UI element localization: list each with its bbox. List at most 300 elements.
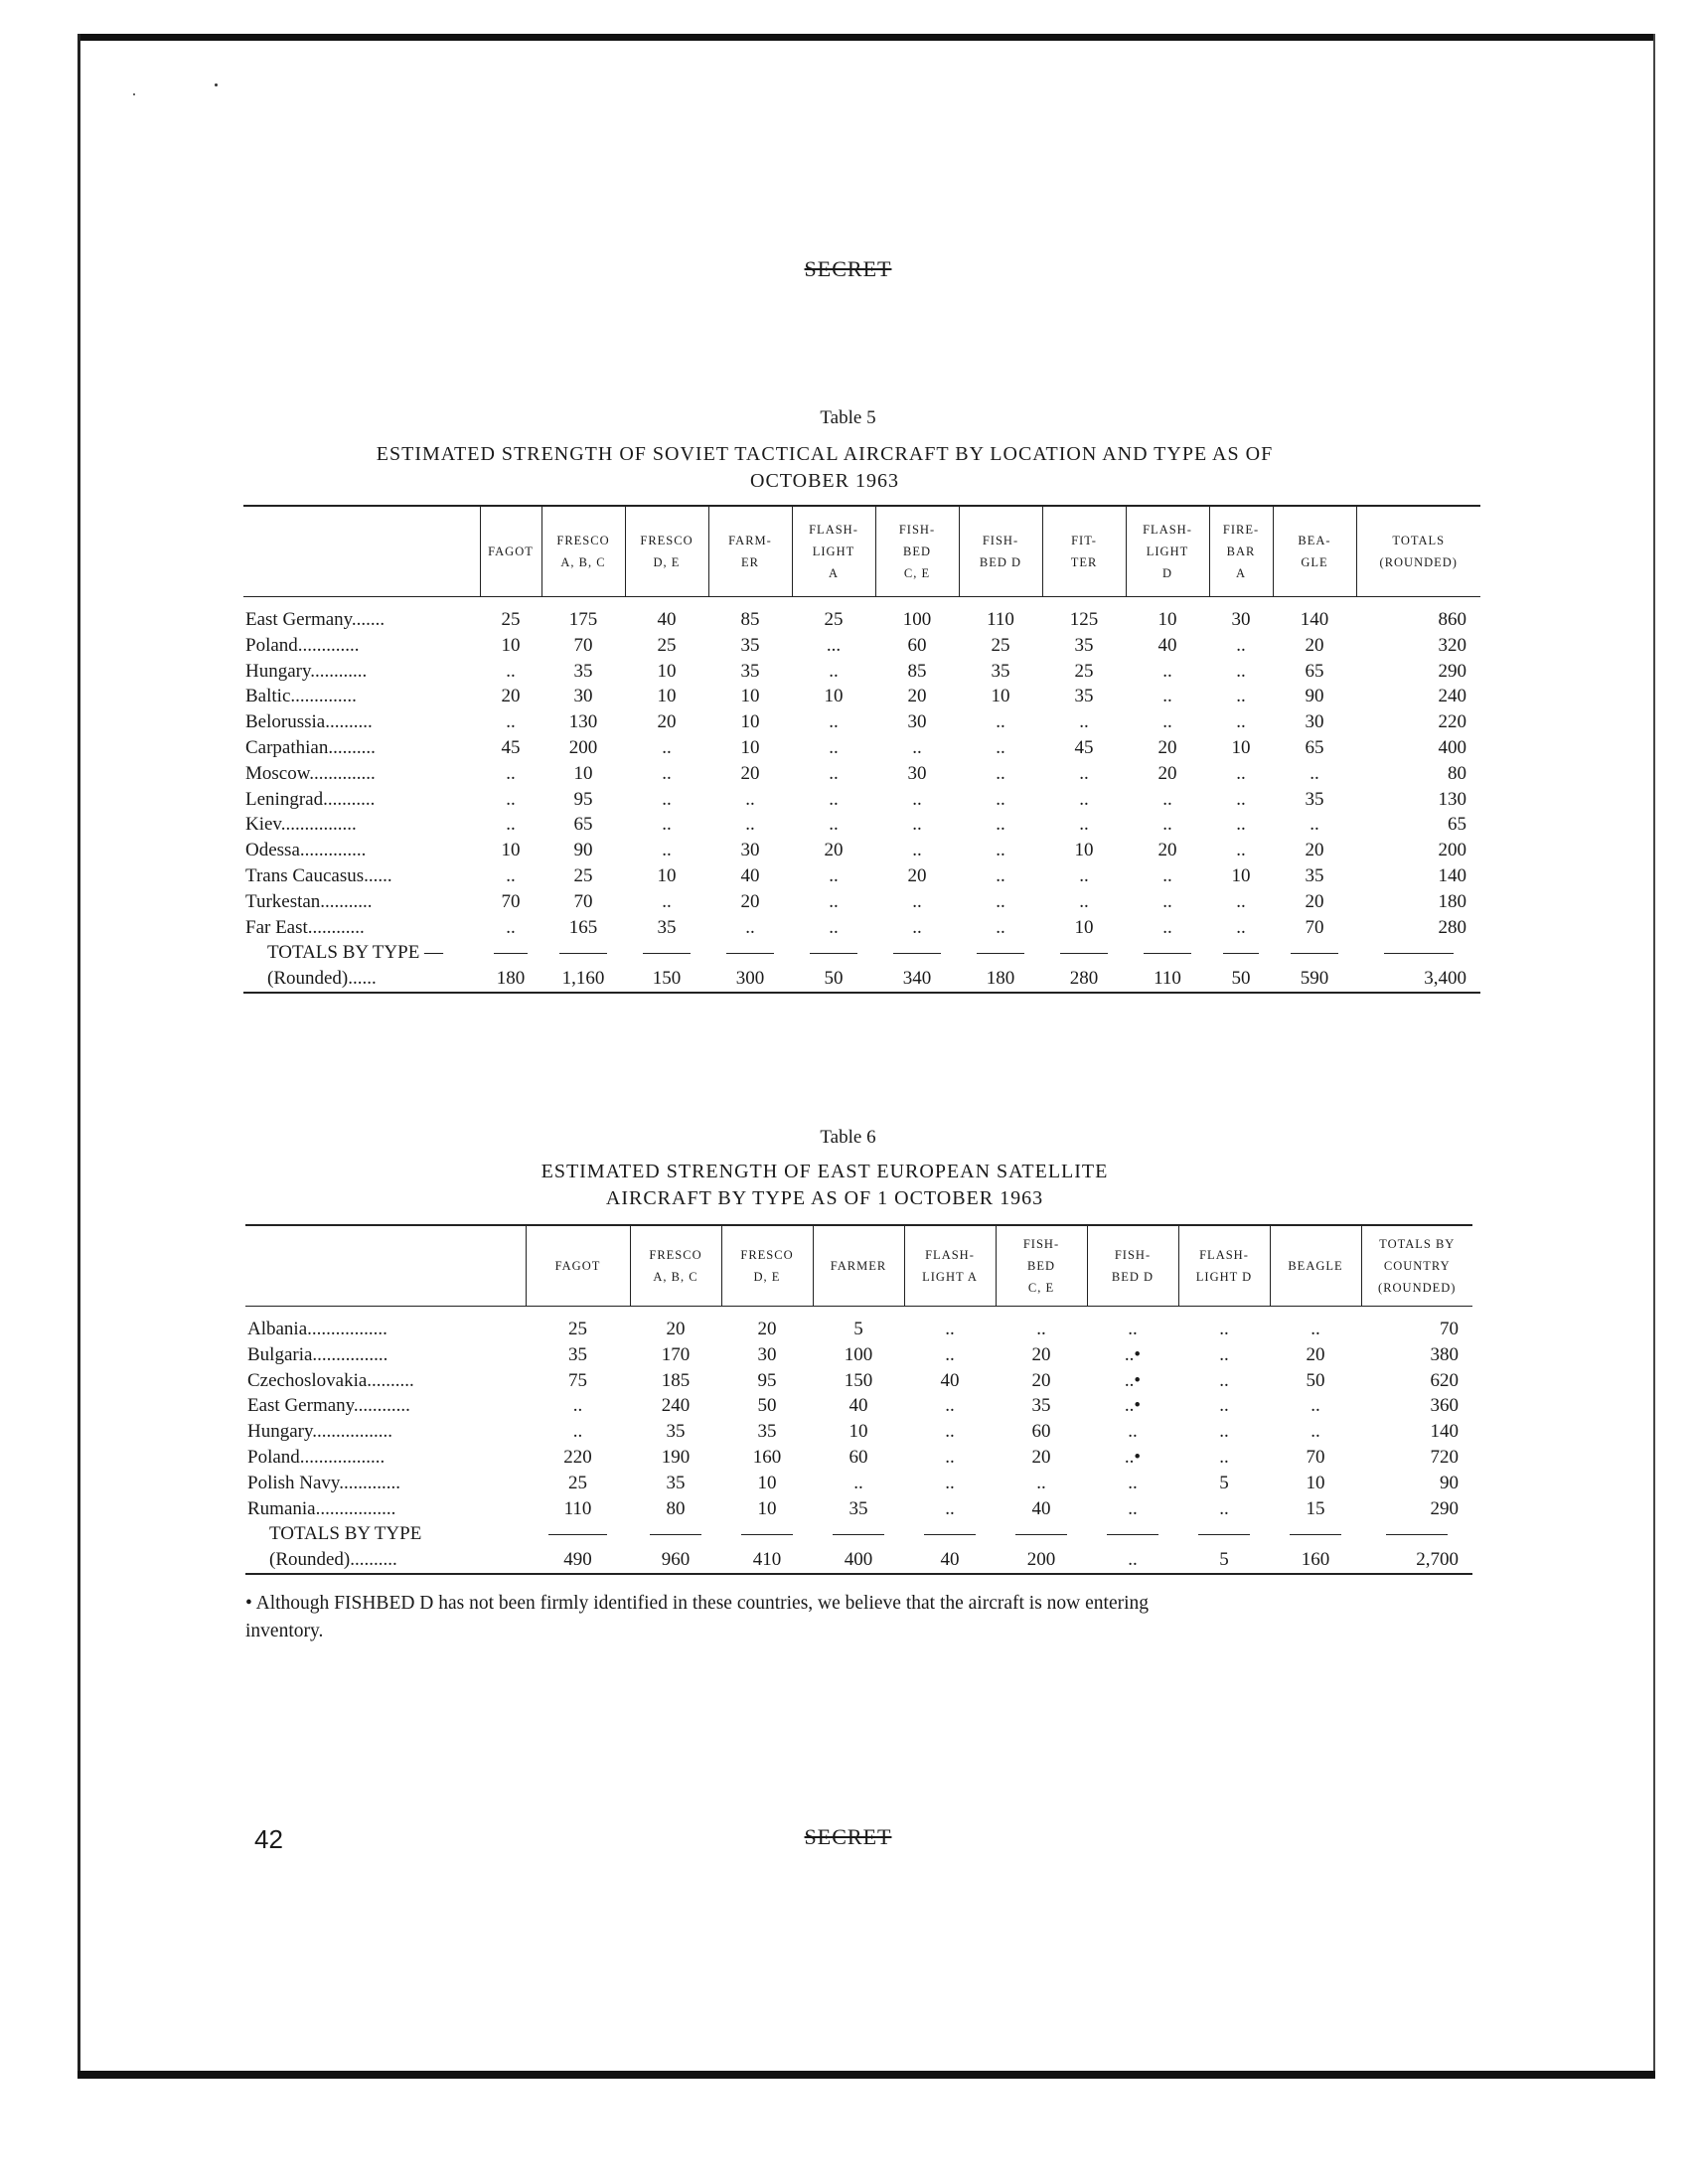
table6-cell: 40: [940, 1369, 960, 1391]
table6-cell: ..: [1219, 1395, 1229, 1417]
table6-column-header-line: FRESCO: [740, 1248, 794, 1262]
table5-row-label: Odessa..............: [245, 840, 367, 861]
table5-cell: 65: [1305, 736, 1324, 758]
table6-cell: 5: [853, 1319, 863, 1339]
table6-column-header: [526, 1225, 630, 1307]
table5-column-header: [1042, 506, 1126, 597]
table6-cell: ..: [945, 1319, 955, 1339]
table6-total-cell: 490: [526, 1547, 630, 1574]
table6-cell: 10: [848, 1421, 868, 1443]
table5-column-header-line: FISH-: [898, 523, 936, 537]
table6-cell: 160: [752, 1446, 782, 1468]
table6-cell: 140: [1430, 1421, 1459, 1443]
table5-header-row: [243, 506, 1480, 597]
table5-cell: ..: [912, 788, 922, 810]
table5-totals-rule-row: [243, 940, 1480, 966]
table5-column-header-line: TOTALS: [1392, 534, 1446, 547]
table5-cell: ..: [912, 890, 922, 912]
table6-cell: 35: [666, 1472, 686, 1493]
table5-cell: 95: [573, 788, 593, 810]
table5-cell: ..: [1236, 916, 1246, 938]
table6-totals-rule: [1270, 1521, 1361, 1547]
table5-totals-rule: [875, 940, 959, 966]
table6-cell: ..: [1311, 1395, 1320, 1417]
table5-cell: 200: [568, 736, 598, 758]
table5-cell: 10: [1074, 916, 1094, 938]
table5-cell: ..: [829, 788, 839, 810]
scan-speck: [215, 83, 218, 86]
table6-cell: ..: [945, 1472, 955, 1493]
table6-cell: ..•: [1124, 1343, 1142, 1365]
table6-cell: 40: [848, 1395, 868, 1417]
table5-cell: 60: [907, 634, 927, 656]
table5-column-header: [1209, 506, 1273, 597]
table6-row: [245, 1393, 1472, 1419]
table6-cell: ..: [1128, 1421, 1138, 1443]
table5-cell: 90: [573, 840, 593, 861]
table5-column-header: [541, 506, 625, 597]
table5-row-label: Moscow..............: [245, 762, 376, 784]
table5-total-cell: 3,400: [1356, 966, 1480, 993]
table5-cell: ..: [745, 814, 755, 836]
table5-totals-rule: [541, 940, 625, 966]
table6-cell: 110: [563, 1497, 592, 1519]
table5-row: [243, 709, 1480, 735]
table6-row: [245, 1368, 1472, 1394]
table6-cell: ..: [1036, 1319, 1046, 1339]
table5-cell: 45: [501, 736, 521, 758]
table5-column-header: [1126, 506, 1209, 597]
table5-cell: 10: [501, 634, 521, 656]
table5-cell: 40: [740, 864, 760, 886]
table6-cell: 35: [848, 1497, 868, 1519]
table6-column-header-line: COUNTRY: [1383, 1259, 1451, 1273]
table5-totals-rule: [1273, 940, 1356, 966]
table5-cell: ..: [912, 840, 922, 861]
table5-cell: ...: [826, 634, 842, 656]
table5-cell: 35: [1305, 864, 1324, 886]
table5-cell: 20: [740, 762, 760, 784]
table6-cell: 10: [1306, 1472, 1325, 1493]
table5-cell: ..: [506, 788, 516, 810]
table6-total-cell: 2,700: [1361, 1547, 1472, 1574]
table5-cell: 130: [568, 711, 598, 733]
table5-cell: ..: [1162, 814, 1172, 836]
table5-cell: 35: [657, 916, 677, 938]
table5-cell: 35: [1074, 686, 1094, 707]
table6-totals-rule: [526, 1521, 630, 1547]
table5-totals-rule: [1209, 940, 1273, 966]
table6-column-header-line: C, E: [1027, 1281, 1055, 1295]
table5-column-header-line: FLASH-: [809, 523, 858, 537]
table6-row-label: East Germany............: [247, 1395, 410, 1417]
table5-column-header: [875, 506, 959, 597]
table5-cell: 20: [657, 711, 677, 733]
table5-cell: 30: [1305, 711, 1324, 733]
table5-row-label: Kiev................: [245, 814, 357, 836]
table6-cell: 20: [1306, 1343, 1325, 1365]
table5-column-header: [480, 506, 541, 597]
table5-cell: 175: [568, 609, 598, 630]
table5-cell: ..: [829, 762, 839, 784]
table6-column-header: [630, 1225, 721, 1307]
table5-column-header: [792, 506, 875, 597]
table5-column-header-line: BED D: [979, 555, 1022, 569]
table5-cell: 65: [573, 814, 593, 836]
footnote-line1: • Although FISHBED D has not been firmly identified in these countries, we believe that the aircraft is now entering: [245, 1593, 1150, 1614]
table6-total-cell: 160: [1270, 1547, 1361, 1574]
table5-cell: 70: [501, 890, 521, 912]
table6-column-header-line: FARMER: [830, 1259, 887, 1273]
table5-cell: ..: [996, 788, 1005, 810]
table5-number: Table 5: [820, 407, 876, 428]
table5-cell: 40: [1157, 634, 1177, 656]
table6-column-header: [904, 1225, 996, 1307]
table6-totals-rule: [1087, 1521, 1178, 1547]
table5-cell: ..: [662, 890, 672, 912]
table5-cell: 110: [987, 609, 1014, 630]
table5-total-cell: 1,160: [541, 966, 625, 993]
table5-row-label: Leningrad...........: [245, 788, 376, 810]
table5-totals-rule: [480, 940, 541, 966]
table6-column-header: [721, 1225, 813, 1307]
table5-cell: 30: [907, 762, 927, 784]
table6-column-header: [813, 1225, 904, 1307]
table6-cell: 75: [568, 1369, 587, 1391]
table6-cell: ..: [1128, 1497, 1138, 1519]
table5-cell: ..: [1236, 788, 1246, 810]
table6-totals-label: TOTALS BY TYPE: [269, 1523, 422, 1545]
table5-cell: 35: [1074, 634, 1094, 656]
table6-total-cell: 400: [813, 1547, 904, 1574]
table6-cell: 10: [757, 1497, 777, 1519]
table5-cell: ..: [506, 916, 516, 938]
table6-cell: ..•: [1124, 1446, 1142, 1468]
table5-total-cell: 110: [1126, 966, 1209, 993]
table5-cell: ..: [1079, 890, 1089, 912]
table5-cell: ..: [1079, 814, 1089, 836]
table5-column-header-line: BEA-: [1298, 534, 1331, 547]
table6-column-header: [1361, 1225, 1472, 1307]
table5-cell: 30: [740, 840, 760, 861]
table6-cell: 5: [1219, 1472, 1229, 1493]
table5-cell: ..: [912, 736, 922, 758]
table5-cell: 35: [573, 660, 593, 682]
table6-totals-rule: [1178, 1521, 1270, 1547]
table6-column-header-line: BED D: [1111, 1270, 1155, 1284]
table5-cell: 25: [573, 864, 593, 886]
table6-cell: 60: [1031, 1421, 1051, 1443]
table5-row-label: Far East............: [245, 916, 365, 938]
table5-cell: 20: [1305, 890, 1324, 912]
table6-row: [245, 1342, 1472, 1368]
table6: [245, 1224, 1472, 1575]
table5-column-header: [1273, 506, 1356, 597]
table5: [243, 505, 1480, 994]
table6-column-header-line: FLASH-: [1199, 1248, 1249, 1262]
table5-row: [243, 863, 1480, 889]
table5-column-header: [708, 506, 792, 597]
table6-cell: 220: [563, 1446, 592, 1468]
table5-cell: 165: [568, 916, 598, 938]
table6-row-label: Polish Navy.............: [247, 1472, 400, 1493]
table5-cell: 25: [824, 609, 844, 630]
table6-cell: ..: [945, 1446, 955, 1468]
table5-cell: ..: [1236, 762, 1246, 784]
table5-cell: 10: [573, 762, 593, 784]
table6-totals-rule-row: [245, 1521, 1472, 1547]
table6-cell: ..: [1219, 1319, 1229, 1339]
table6-number: Table 6: [820, 1127, 876, 1148]
table5-cell: ..: [996, 736, 1005, 758]
table6-cell: 620: [1430, 1369, 1459, 1391]
table5-column-header-line: LIGHT: [1146, 545, 1189, 558]
page-border-right: [1653, 34, 1655, 2079]
table5-cell: 220: [1438, 711, 1466, 733]
table5-cell: ..: [506, 660, 516, 682]
table6-cell: 25: [568, 1319, 587, 1339]
table5-cell: 100: [902, 609, 932, 630]
table5-column-header-line: FARM-: [728, 534, 772, 547]
table5-totals-rule: [625, 940, 708, 966]
table6-row-label: Rumania.................: [247, 1497, 396, 1519]
table6-cell: ..: [1128, 1472, 1138, 1493]
table5-cell: ..: [1310, 762, 1319, 784]
table6-cell: 25: [568, 1472, 587, 1493]
table5-cell: 85: [907, 660, 927, 682]
table6-title: [437, 1159, 1212, 1212]
table6-title-line1: ESTIMATED STRENGTH OF EAST EUROPEAN SATELLITE: [540, 1161, 1109, 1182]
table5-column-header-line: ER: [741, 555, 759, 569]
table5-cell: 10: [740, 686, 760, 707]
table6-total-cell: 40: [904, 1547, 996, 1574]
table6-cell: 95: [757, 1369, 777, 1391]
table6-cell: 35: [1031, 1395, 1051, 1417]
table5-row-label: Poland.............: [245, 634, 360, 656]
table5-cell: ..: [912, 916, 922, 938]
table5-row-label: Hungary............: [245, 660, 368, 682]
table5-cell: 65: [1305, 660, 1324, 682]
table6-cell: ..: [572, 1395, 583, 1417]
table6-header-row: [245, 1225, 1472, 1307]
table5-total-cell: 50: [792, 966, 875, 993]
page-number: 42: [254, 1824, 283, 1854]
table6-cell: 240: [661, 1395, 691, 1417]
table5-total-cell: 340: [875, 966, 959, 993]
table5-totals-rule: [1042, 940, 1126, 966]
table5-cell: ..: [912, 814, 922, 836]
table6-cell: ..: [1219, 1497, 1229, 1519]
table6-cell: 50: [1306, 1369, 1325, 1391]
table6-totals-rule: [630, 1521, 721, 1547]
table6-totals-rule: [813, 1521, 904, 1547]
table5-total-cell: 280: [1042, 966, 1126, 993]
table5-row: [243, 659, 1480, 685]
table6-cell: 70: [1306, 1446, 1325, 1468]
table5-cell: 10: [1074, 840, 1094, 861]
table5-cell: 40: [657, 609, 677, 630]
table6-totals-rule: [1361, 1521, 1472, 1547]
table5-row: [243, 633, 1480, 659]
table5-cell: 70: [573, 634, 593, 656]
spacer-cell: [245, 1307, 1472, 1318]
page-border-left: [77, 34, 80, 2071]
footnote-line2: inventory.: [245, 1621, 324, 1641]
table5-cell: 20: [1305, 840, 1324, 861]
table5-column-header-line: A, B, C: [560, 555, 606, 569]
table5-cell: 70: [1305, 916, 1324, 938]
table6-row: [245, 1419, 1472, 1445]
table6-column-header: [996, 1225, 1087, 1307]
table5-cell: 290: [1438, 660, 1466, 682]
table6-cell: 20: [1031, 1446, 1051, 1468]
table6-cell: ..: [572, 1421, 583, 1443]
table6-row-label: Bulgaria................: [247, 1343, 388, 1365]
table6-cell: 80: [666, 1497, 686, 1519]
table5-spacer-row: [243, 597, 1480, 608]
table5-cell: ..: [1162, 711, 1172, 733]
table5-cell: 20: [1305, 634, 1324, 656]
table6-column-header-line: (ROUNDED): [1378, 1281, 1457, 1295]
table5-cell: 860: [1438, 609, 1466, 630]
table5-header-stub: [243, 506, 480, 597]
table6-cell: ..: [1219, 1446, 1229, 1468]
table6-column-header-line: A, B, C: [653, 1270, 698, 1284]
table5-cell: 90: [1305, 686, 1324, 707]
table5-cell: 10: [991, 686, 1010, 707]
table5-title: [238, 441, 1411, 495]
table5-column-header-line: BAR: [1226, 545, 1256, 558]
table6-cell: 90: [1440, 1472, 1459, 1493]
table5-cell: ..: [829, 814, 839, 836]
table5-cell: 240: [1438, 686, 1466, 707]
table5-cell: 20: [1157, 762, 1177, 784]
table6-row: [245, 1496, 1472, 1522]
table5-cell: ..: [996, 711, 1005, 733]
table5-cell: 65: [1448, 814, 1466, 836]
page-border-bottom: [77, 2071, 1655, 2079]
table5-row-label: Trans Caucasus......: [245, 864, 392, 886]
table5-totals-rule: [1356, 940, 1480, 966]
table6-totals-label-rounded: (Rounded)..........: [245, 1547, 526, 1574]
table6-cell: 20: [1031, 1369, 1051, 1391]
table5-cell: ..: [1162, 916, 1172, 938]
table6-row-label: Hungary.................: [247, 1421, 392, 1443]
table6-cell: 20: [757, 1319, 777, 1339]
table5-cell: 30: [907, 711, 927, 733]
table6-cell: ..: [1219, 1369, 1229, 1391]
table6-cell: 30: [757, 1343, 777, 1365]
table5-row-label: Turkestan...........: [245, 890, 373, 912]
table6-cell: 60: [848, 1446, 868, 1468]
table5-column-header-line: GLE: [1301, 555, 1328, 569]
table5-column-header-line: FAGOT: [488, 545, 534, 558]
table5-cell: ..: [1236, 890, 1246, 912]
table6-column-header-line: BED: [1027, 1259, 1055, 1273]
table6-cell: 10: [757, 1472, 777, 1493]
table5-cell: 35: [740, 660, 760, 682]
table5-cell: 20: [824, 840, 844, 861]
table5-cell: 35: [991, 660, 1010, 682]
table5-cell: ..: [829, 736, 839, 758]
table6-column-header-line: FAGOT: [554, 1259, 601, 1273]
table6-cell: 35: [757, 1421, 777, 1443]
table5-cell: ..: [829, 660, 839, 682]
table5-cell: ..: [1079, 788, 1089, 810]
table5-cell: 140: [1438, 864, 1466, 886]
table5-cell: 20: [907, 686, 927, 707]
table6-cell: ..•: [1124, 1395, 1142, 1417]
table5-cell: 10: [1157, 609, 1177, 630]
table5-cell: ..: [996, 916, 1005, 938]
table5-cell: 10: [1231, 864, 1251, 886]
table5-cell: 10: [501, 840, 521, 861]
table5-cell: 10: [824, 686, 844, 707]
table5-cell: ..: [996, 890, 1005, 912]
table5-total-cell: 50: [1209, 966, 1273, 993]
table6-total-cell: 200: [996, 1547, 1087, 1574]
table5-column-header-line: D: [1161, 566, 1173, 580]
table5-cell: ..: [996, 864, 1005, 886]
table5-total-cell: 590: [1273, 966, 1356, 993]
table6-row: [245, 1471, 1472, 1496]
table6-column-header-line: FISH-: [1022, 1237, 1060, 1251]
table5-totals-label-rounded: (Rounded)......: [243, 966, 480, 993]
table6-cell: 150: [844, 1369, 873, 1391]
table5-cell: ..: [1236, 814, 1246, 836]
table5-cell: 140: [1300, 609, 1329, 630]
table5-row-label: East Germany.......: [245, 609, 385, 630]
table5-column-header-line: BED: [903, 545, 931, 558]
table6-cell: ..: [945, 1395, 955, 1417]
table6-total-cell: ..: [1087, 1547, 1178, 1574]
table5-row-label: Carpathian..........: [245, 736, 376, 758]
table6-column-header: [1178, 1225, 1270, 1307]
table5-cell: ..: [506, 814, 516, 836]
table6-title-line2: AIRCRAFT BY TYPE AS OF 1 OCTOBER 1963: [605, 1187, 1044, 1209]
table5-cell: ..: [829, 916, 839, 938]
table5-cell: 125: [1069, 609, 1099, 630]
table5-cell: 10: [1231, 736, 1251, 758]
table5-cell: ..: [829, 864, 839, 886]
table5-totals-row: [243, 966, 1480, 993]
table5-row: [243, 812, 1480, 838]
table5-row: [243, 735, 1480, 761]
table6-row: [245, 1317, 1472, 1342]
table5-cell: 35: [1305, 788, 1324, 810]
table5-cell: 280: [1438, 916, 1466, 938]
table6-column-header-line: LIGHT A: [922, 1270, 978, 1284]
table5-total-cell: 300: [708, 966, 792, 993]
table5-column-header-line: TER: [1070, 555, 1098, 569]
table6-totals-rule: [721, 1521, 813, 1547]
table5-column-header-line: FIT-: [1071, 534, 1097, 547]
table6-total-cell: 410: [721, 1547, 813, 1574]
table5-cell: ..: [1236, 686, 1246, 707]
table5-cell: 25: [1074, 660, 1094, 682]
table5-cell: ..: [996, 762, 1005, 784]
table5-column-header-line: A: [1235, 566, 1247, 580]
table5-cell: 20: [907, 864, 927, 886]
table5-cell: ..: [506, 711, 516, 733]
bottom-classification-marking: SECRET: [804, 1824, 892, 1849]
table6-cell: 70: [1440, 1319, 1459, 1339]
table6-column-header-line: FISH-: [1114, 1248, 1152, 1262]
table5-cell: ..: [1079, 711, 1089, 733]
table5-cell: 10: [657, 686, 677, 707]
table5-cell: 80: [1448, 762, 1466, 784]
table6-cell: ..: [945, 1497, 955, 1519]
